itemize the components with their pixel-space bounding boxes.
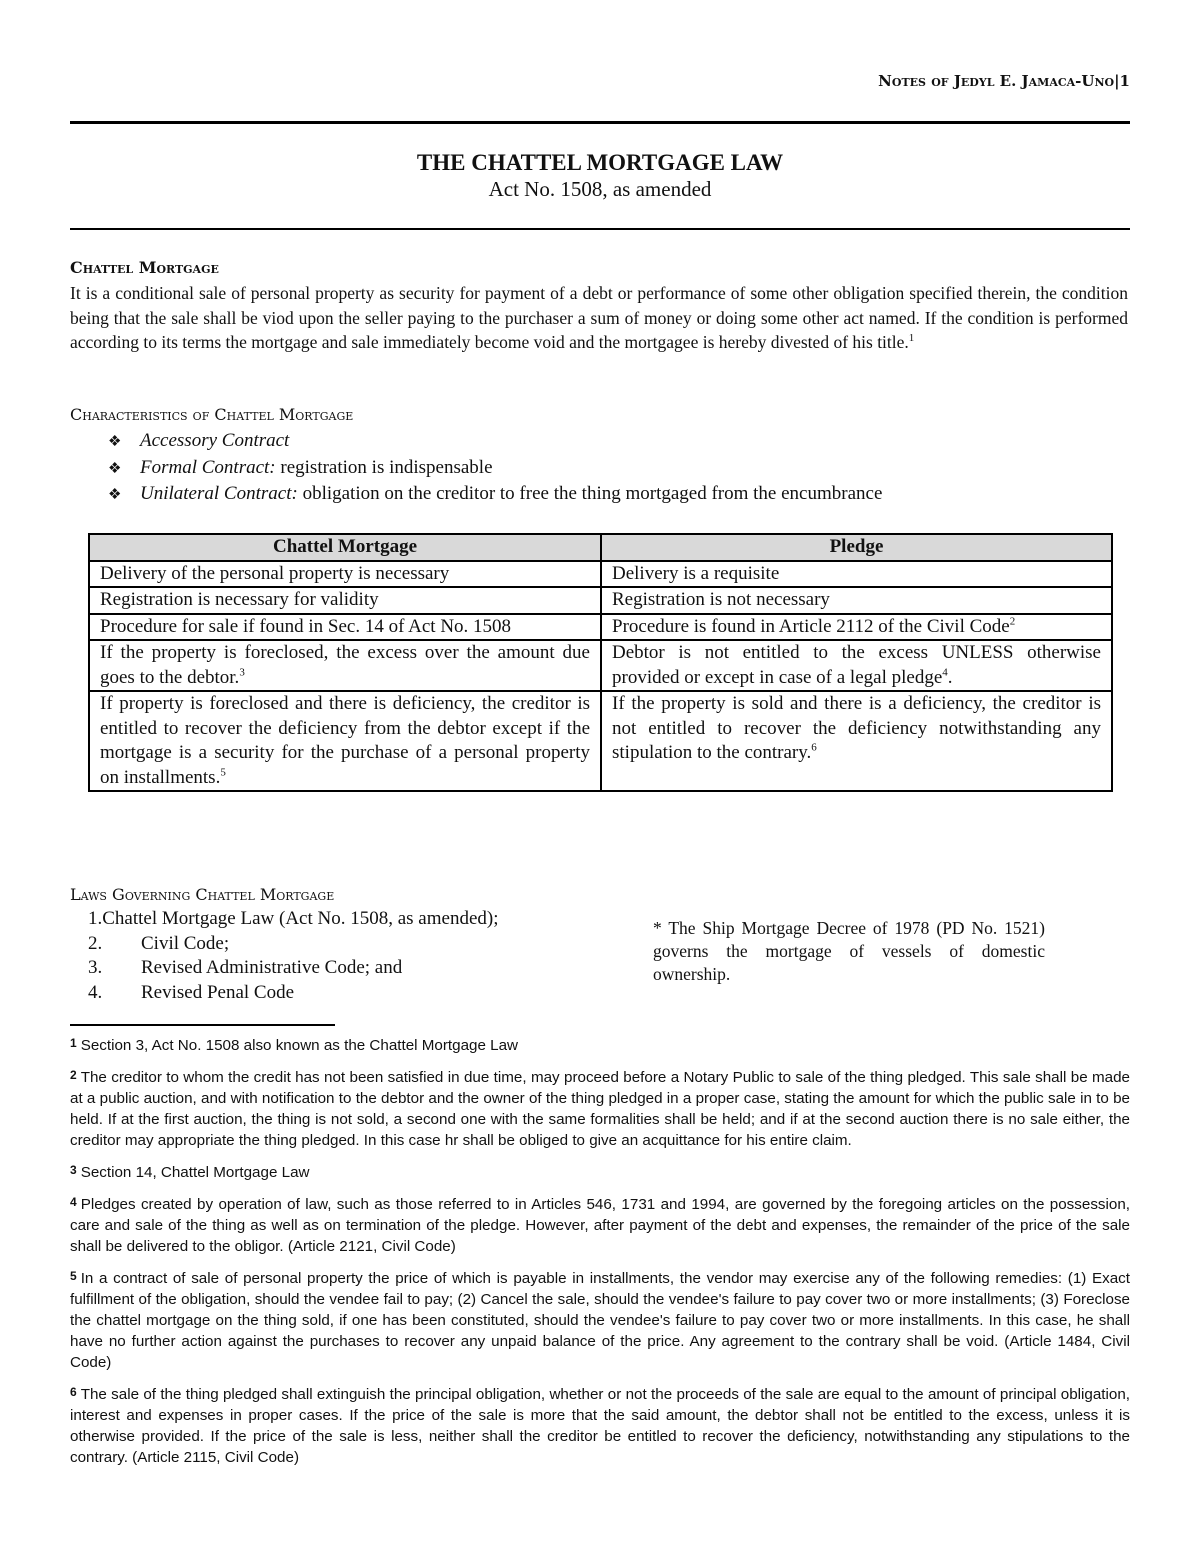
table-row bbox=[89, 691, 1112, 791]
top-rule bbox=[70, 121, 1130, 124]
diamond-bullet-icon: ❖ bbox=[108, 434, 122, 450]
laws-list bbox=[88, 907, 499, 1005]
table-cell: Delivery of the personal property is necessary bbox=[89, 561, 601, 588]
characteristics-list bbox=[108, 428, 882, 508]
footnote: 6 The sale of the thing pledged shall extinguish the principal obligation, whether or not the proceeds of the sale are equal to the amount of principal obligation, interest and expenses in proper cases. If the price of the sale is more that the said amount, the debtor shall not be entitled to the excess, unless it is otherwise provided. If the price of the sale is less, neither shall the creditor be entitled to recover the deficiency, notwithstanding any stipulations to the contrary. (Article 2115, Civil Code) bbox=[70, 1385, 1130, 1466]
chattel-mortgage-definition: It is a conditional sale of personal property as security for payment of a debt or performance of some other obligation specified therein, the condition being that the sale shall be viod upon the seller paying to the purchaser a sum of money or doing some other act named. If the condition is performed according to its terms the mortgage and sale immediately become void and the mortgagee is hereby divested of his title.$^1$ bbox=[70, 283, 1128, 352]
list-item: 1.Chattel Mortgage Law (Act No. 1508, as amended); bbox=[88, 908, 499, 929]
column-header: Chattel Mortgage bbox=[89, 534, 601, 561]
column-header: Pledge bbox=[601, 534, 1112, 561]
table-cell: If the property is foreclosed, the excess over the amount due goes to the debtor.$^3$ bbox=[89, 640, 601, 691]
characteristics-heading: Characteristics of Chattel Mortgage bbox=[70, 405, 354, 424]
table-row bbox=[89, 614, 1112, 641]
doc-subtitle: Act No. 1508, as amended bbox=[488, 177, 712, 201]
footnote: 1 Section 3, Act No. 1508 also known as the Chattel Mortgage Law bbox=[70, 1036, 519, 1054]
footnote-ref: 2 bbox=[1009, 615, 1016, 628]
footnote: 5 In a contract of sale of personal property the price of which is payable in installments, the vendor may exercise any of the following remedies: (1) Exact fulfillment of the obligation, should the vendee fail to pay; (2) Cancel the sale, should the vendee's failure to pay cover two or more installments; (3) Foreclose the chattel mortgage on the thing sold, if one has been constituted, should the vendee's failure to pay cover two or more installments. In this case, he shall have no further action against the purchases to recover any unpaid balance of the price. Any agreement to the contrary shall be void. (Article 1484, Civil Code) bbox=[70, 1269, 1130, 1371]
title-rule bbox=[70, 228, 1130, 230]
table-cell: If property is foreclosed and there is deficiency, the creditor is entitled to recover the deficiency from the debtor except if the mortgage is a security for the purchase of a personal property on installments.$^5$ bbox=[89, 691, 601, 791]
footnote: 2 The creditor to whom the credit has not been satisfied in due time, may proceed before a Notary Public to sale of the thing pledged. This sale shall be made at a public auction, and with notification to the debtor and the owner of the thing pledged in a proper case, stating the amount for which the public sale in to be held. If at the first auction, the thing is not sold, a second one with the same formalities shall be held; and if at the second auction there is no sale either, the creditor may appropriate the thing pledged. In this case hr shall be obliged to give an acquittance for his entire claim. bbox=[70, 1068, 1130, 1149]
table-cell: Procedure is found in Article 2112 of the Civil Code$^2$ bbox=[601, 614, 1112, 641]
footnote-ref: 3 bbox=[239, 666, 245, 679]
footnote: 4 Pledges created by operation of law, such as those referred to in Articles 546, 1731 and 1994, are governed by the foregoing articles on the possession, care and sale of the thing as well as on termination of the pledge. However, after payment of the debt and expenses, the remainder of the price of the sale shall be delivered to the obligor. (Article 2121, Civil Code) bbox=[70, 1195, 1130, 1255]
list-item: 4. Revised Penal Code bbox=[88, 981, 295, 1003]
laws-heading: Laws Governing Chattel Mortgage bbox=[70, 885, 335, 904]
table-cell: Procedure for sale if found in Sec. 14 of Act No. 1508 bbox=[89, 614, 601, 641]
running-head: Notes of Jedyl E. Jamaca-Uno|1 bbox=[878, 72, 1130, 90]
footnote-ref: 1 bbox=[908, 332, 915, 345]
table-cell: If the property is sold and there is a deficiency, the creditor is not entitled to recover the deficiency notwithstanding any stipulation to the contrary.$^6$ bbox=[601, 691, 1112, 791]
footnote-ref: 5 bbox=[220, 766, 226, 779]
table-row bbox=[89, 561, 1112, 588]
doc-title: THE CHATTEL MORTGAGE LAW bbox=[416, 150, 784, 175]
list-item: ❖ Accessory Contract bbox=[108, 428, 882, 455]
table-cell: Registration is not necessary bbox=[601, 587, 1112, 614]
table-cell: Registration is necessary for validity bbox=[89, 587, 601, 614]
table-row bbox=[89, 640, 1112, 691]
list-item: ❖ Unilateral Contract: obligation on the creditor to free the thing mortgaged from the encumbrance bbox=[108, 481, 882, 508]
diamond-bullet-icon: ❖ bbox=[108, 487, 122, 503]
chattel-mortgage-heading: Chattel Mortgage bbox=[70, 258, 219, 277]
table-cell: Debtor is not entitled to the excess UNLESS otherwise provided or except in case of a legal pledge$^4$. bbox=[601, 640, 1112, 691]
footnote: 3 Section 14, Chattel Mortgage Law bbox=[70, 1163, 310, 1181]
table-cell: Delivery is a requisite bbox=[601, 561, 1112, 588]
list-item: 2. Civil Code; bbox=[88, 932, 230, 954]
footnote-separator bbox=[70, 1024, 335, 1026]
list-item: ❖ Formal Contract: registration is indispensable bbox=[108, 455, 882, 482]
table-row bbox=[89, 587, 1112, 614]
footnotes bbox=[70, 1033, 1130, 1477]
comparison-table bbox=[88, 533, 1113, 792]
ship-mortgage-note: * The Ship Mortgage Decree of 1978 (PD No. 1521) governs the mortgage of vessels of domestic ownership. bbox=[653, 918, 1045, 984]
diamond-bullet-icon: ❖ bbox=[108, 460, 122, 477]
footnote-ref: 6 bbox=[811, 741, 817, 754]
list-item: 3. Revised Administrative Code; and bbox=[88, 957, 403, 978]
table-header-row bbox=[89, 534, 1112, 561]
footnote-ref: 4 bbox=[942, 666, 948, 679]
